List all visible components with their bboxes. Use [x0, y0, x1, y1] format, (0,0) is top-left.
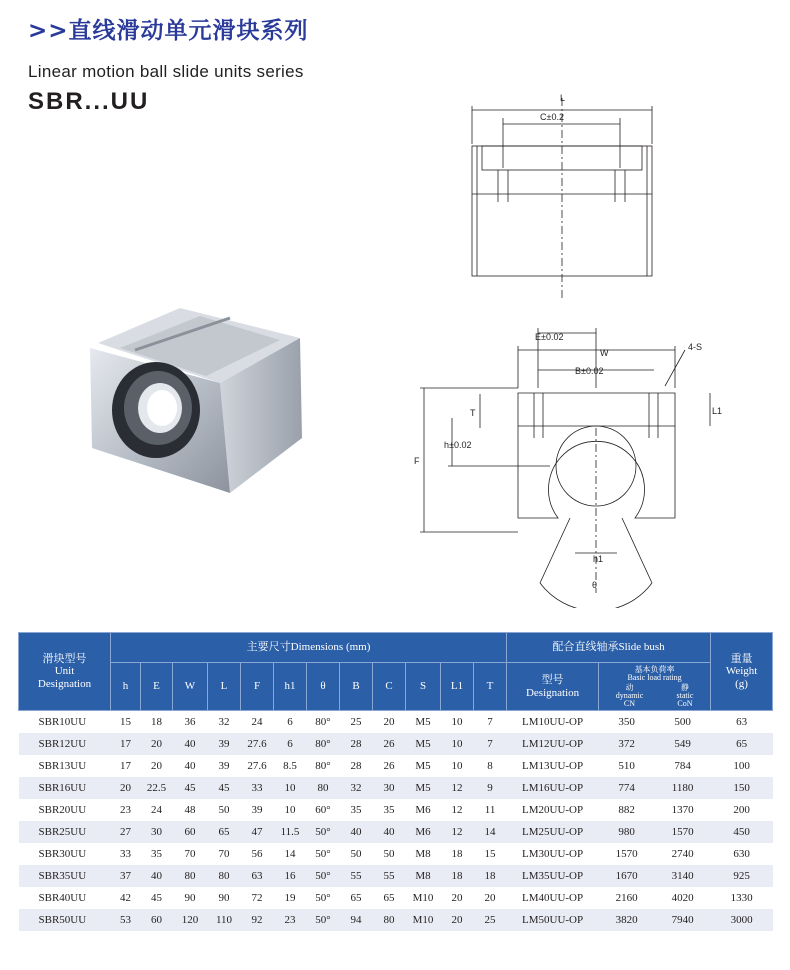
table-cell: 55: [373, 865, 406, 887]
col-slide-bush: 配合直线轴承Slide bush: [507, 633, 711, 663]
label-F: F: [414, 456, 420, 466]
table-cell: 450: [711, 821, 773, 843]
table-row: [19, 821, 773, 843]
table-cell: SBR50UU: [19, 909, 111, 931]
table-cell: 12: [441, 799, 474, 821]
table-cell: 14: [274, 843, 307, 865]
table-cell: SBR35UU: [19, 865, 111, 887]
table-cell: M8: [406, 865, 441, 887]
label-T: T: [470, 408, 476, 418]
table-cell: 3820: [599, 909, 655, 931]
col-L: L: [208, 663, 241, 711]
table-cell: 33: [241, 777, 274, 799]
label-W: W: [600, 348, 609, 358]
table-cell: 45: [208, 777, 241, 799]
label-B: B±0.02: [575, 366, 604, 376]
table-cell: M5: [406, 711, 441, 734]
table-cell: 18: [141, 711, 173, 734]
table-row: [19, 755, 773, 777]
table-cell: 30: [141, 821, 173, 843]
table-cell: 8: [474, 755, 507, 777]
table-cell: 18: [441, 865, 474, 887]
table-cell: 39: [241, 799, 274, 821]
table-cell: 35: [141, 843, 173, 865]
table-cell: LM30UU-OP: [507, 843, 599, 865]
table-cell: 14: [474, 821, 507, 843]
table-cell: 40: [373, 821, 406, 843]
table-cell: 35: [373, 799, 406, 821]
table-cell: 18: [441, 843, 474, 865]
table-cell: 80: [208, 865, 241, 887]
table-cell: M6: [406, 799, 441, 821]
table-cell: 3140: [655, 865, 711, 887]
table-cell: 37: [111, 865, 141, 887]
table-cell: SBR30UU: [19, 843, 111, 865]
table-cell: 50: [208, 799, 241, 821]
table-cell: 12: [441, 821, 474, 843]
table-cell: 7: [474, 733, 507, 755]
table-row: [19, 777, 773, 799]
table-cell: 42: [111, 887, 141, 909]
table-cell: SBR12UU: [19, 733, 111, 755]
table-cell: 27: [111, 821, 141, 843]
table-cell: 350: [599, 711, 655, 734]
table-cell: 20: [111, 777, 141, 799]
table-cell: 92: [241, 909, 274, 931]
table-cell: 48: [173, 799, 208, 821]
table-cell: 980: [599, 821, 655, 843]
table-cell: 1370: [655, 799, 711, 821]
table-cell: LM10UU-OP: [507, 711, 599, 734]
table-cell: 10: [274, 799, 307, 821]
table-cell: 110: [208, 909, 241, 931]
table-cell: 10: [441, 711, 474, 734]
product-photo: [80, 288, 310, 498]
col-B: B: [340, 663, 373, 711]
table-cell: 10: [441, 755, 474, 777]
label-theta: θ: [592, 580, 598, 590]
table-cell: 20: [141, 733, 173, 755]
table-cell: LM20UU-OP: [507, 799, 599, 821]
table-cell: 72: [241, 887, 274, 909]
table-cell: 27.6: [241, 733, 274, 755]
col-weight: 重量 Weight (g): [711, 633, 773, 711]
table-cell: 784: [655, 755, 711, 777]
table-row: [19, 887, 773, 909]
table-cell: 11: [474, 799, 507, 821]
table-cell: 15: [111, 711, 141, 734]
technical-drawing: [410, 88, 740, 608]
table-cell: SBR13UU: [19, 755, 111, 777]
title-chinese: >>直线滑动单元滑块系列: [28, 18, 309, 44]
table-cell: 18: [474, 865, 507, 887]
table-cell: 4020: [655, 887, 711, 909]
table-cell: SBR20UU: [19, 799, 111, 821]
label-h: h±0.02: [444, 440, 472, 450]
table-cell: 28: [340, 733, 373, 755]
table-cell: M10: [406, 887, 441, 909]
table-cell: 80°: [307, 755, 340, 777]
col-h: h: [111, 663, 141, 711]
specification-table: [18, 632, 773, 931]
table-cell: 630: [711, 843, 773, 865]
table-cell: 40: [340, 821, 373, 843]
col-W: W: [173, 663, 208, 711]
table-cell: 23: [111, 799, 141, 821]
table-cell: 60: [141, 909, 173, 931]
table-cell: 90: [208, 887, 241, 909]
table-cell: 100: [711, 755, 773, 777]
table-cell: 50°: [307, 865, 340, 887]
table-cell: M6: [406, 821, 441, 843]
label-h1: h1: [593, 554, 604, 564]
col-T: T: [474, 663, 507, 711]
table-cell: 55: [340, 865, 373, 887]
table-cell: 11.5: [274, 821, 307, 843]
table-cell: 50: [373, 843, 406, 865]
table-cell: 26: [373, 755, 406, 777]
table-cell: 7: [474, 711, 507, 734]
table-row: [19, 865, 773, 887]
table-cell: 10: [274, 777, 307, 799]
table-cell: M8: [406, 843, 441, 865]
table-cell: 2160: [599, 887, 655, 909]
table-cell: 6: [274, 733, 307, 755]
label-S: 4-S: [688, 342, 703, 352]
table-cell: 36: [173, 711, 208, 734]
table-cell: SBR10UU: [19, 711, 111, 734]
table-cell: 65: [711, 733, 773, 755]
table-cell: 70: [173, 843, 208, 865]
col-F: F: [241, 663, 274, 711]
table-cell: 80°: [307, 733, 340, 755]
table-cell: 372: [599, 733, 655, 755]
table-cell: 80: [373, 909, 406, 931]
col-L1: L1: [441, 663, 474, 711]
table-cell: 1670: [599, 865, 655, 887]
table-cell: 28: [340, 755, 373, 777]
table-cell: 19: [274, 887, 307, 909]
table-cell: 24: [141, 799, 173, 821]
table-cell: 120: [173, 909, 208, 931]
table-cell: M10: [406, 909, 441, 931]
table-cell: 65: [340, 887, 373, 909]
table-cell: 20: [373, 711, 406, 734]
col-S: S: [406, 663, 441, 711]
table-cell: 50: [340, 843, 373, 865]
table-cell: 1330: [711, 887, 773, 909]
table-cell: 70: [208, 843, 241, 865]
table-cell: 40: [173, 733, 208, 755]
table-cell: LM35UU-OP: [507, 865, 599, 887]
col-theta: θ: [307, 663, 340, 711]
table-cell: 10: [441, 733, 474, 755]
table-cell: 32: [208, 711, 241, 734]
table-cell: 65: [208, 821, 241, 843]
table-cell: 56: [241, 843, 274, 865]
table-cell: 500: [655, 711, 711, 734]
table-cell: 882: [599, 799, 655, 821]
table-cell: 50°: [307, 821, 340, 843]
table-cell: 12: [441, 777, 474, 799]
table-cell: 39: [208, 733, 241, 755]
table-row: [19, 909, 773, 931]
table-row: [19, 799, 773, 821]
table-cell: LM40UU-OP: [507, 887, 599, 909]
col-load-rating: 基本负荷率 Basic load rating 动 dynamic CN 静 static CoN: [599, 663, 711, 711]
table-cell: 774: [599, 777, 655, 799]
table-cell: 925: [711, 865, 773, 887]
table-cell: 549: [655, 733, 711, 755]
table-cell: 60°: [307, 799, 340, 821]
table-cell: 6: [274, 711, 307, 734]
col-C: C: [373, 663, 406, 711]
table-cell: 20: [474, 887, 507, 909]
col-E: E: [141, 663, 173, 711]
table-cell: 16: [274, 865, 307, 887]
table-cell: 80: [173, 865, 208, 887]
col-dimensions: 主要尺寸Dimensions (mm): [111, 633, 507, 663]
table-cell: M5: [406, 777, 441, 799]
table-cell: LM25UU-OP: [507, 821, 599, 843]
table-cell: 15: [474, 843, 507, 865]
table-cell: 20: [141, 755, 173, 777]
table-cell: 26: [373, 733, 406, 755]
table-cell: 200: [711, 799, 773, 821]
dimension-header-row: [19, 663, 773, 711]
table-cell: 3000: [711, 909, 773, 931]
table-cell: 1180: [655, 777, 711, 799]
model-series: SBR...UU: [28, 88, 150, 115]
table-cell: 510: [599, 755, 655, 777]
table-cell: 2740: [655, 843, 711, 865]
label-C: C±0.2: [540, 112, 564, 122]
col-bush-model: 型号 Designation: [507, 663, 599, 711]
table-cell: 8.5: [274, 755, 307, 777]
col-unit: 滑块型号 Unit Designation: [19, 633, 111, 711]
table-cell: 45: [141, 887, 173, 909]
table-cell: 25: [474, 909, 507, 931]
table-cell: 39: [208, 755, 241, 777]
table-cell: 63: [241, 865, 274, 887]
table-cell: 94: [340, 909, 373, 931]
table-cell: 40: [141, 865, 173, 887]
table-cell: 9: [474, 777, 507, 799]
table-cell: 1570: [599, 843, 655, 865]
table-cell: M5: [406, 755, 441, 777]
table-cell: 24: [241, 711, 274, 734]
table-cell: 47: [241, 821, 274, 843]
table-cell: LM12UU-OP: [507, 733, 599, 755]
table-cell: 20: [441, 909, 474, 931]
col-h1: h1: [274, 663, 307, 711]
table-cell: 60: [173, 821, 208, 843]
table-cell: SBR40UU: [19, 887, 111, 909]
table-cell: 90: [173, 887, 208, 909]
table-cell: 50°: [307, 909, 340, 931]
table-cell: 63: [711, 711, 773, 734]
table-cell: 40: [173, 755, 208, 777]
table-cell: 80: [307, 777, 340, 799]
table-cell: 30: [373, 777, 406, 799]
table-cell: 50°: [307, 887, 340, 909]
table-cell: 17: [111, 733, 141, 755]
table-cell: 20: [441, 887, 474, 909]
table-cell: LM50UU-OP: [507, 909, 599, 931]
table-cell: 53: [111, 909, 141, 931]
table-cell: 50°: [307, 843, 340, 865]
table-cell: SBR16UU: [19, 777, 111, 799]
table-cell: 25: [340, 711, 373, 734]
table-row: [19, 711, 773, 734]
table-cell: 32: [340, 777, 373, 799]
label-E: E±0.02: [535, 332, 564, 342]
table-row: [19, 733, 773, 755]
table-cell: 17: [111, 755, 141, 777]
table-cell: 150: [711, 777, 773, 799]
table-cell: 27.6: [241, 755, 274, 777]
label-L1: L1: [712, 406, 723, 416]
table-cell: 1570: [655, 821, 711, 843]
label-L: L: [560, 93, 566, 103]
table-cell: M5: [406, 733, 441, 755]
table-cell: 33: [111, 843, 141, 865]
table-cell: 7940: [655, 909, 711, 931]
table-cell: LM13UU-OP: [507, 755, 599, 777]
table-cell: SBR25UU: [19, 821, 111, 843]
table-cell: 65: [373, 887, 406, 909]
table-cell: 80°: [307, 711, 340, 734]
title-english: Linear motion ball slide units series: [28, 62, 304, 81]
table-cell: LM16UU-OP: [507, 777, 599, 799]
table-cell: 22.5: [141, 777, 173, 799]
table-cell: 23: [274, 909, 307, 931]
table-cell: 45: [173, 777, 208, 799]
table-cell: 35: [340, 799, 373, 821]
table-row: [19, 843, 773, 865]
